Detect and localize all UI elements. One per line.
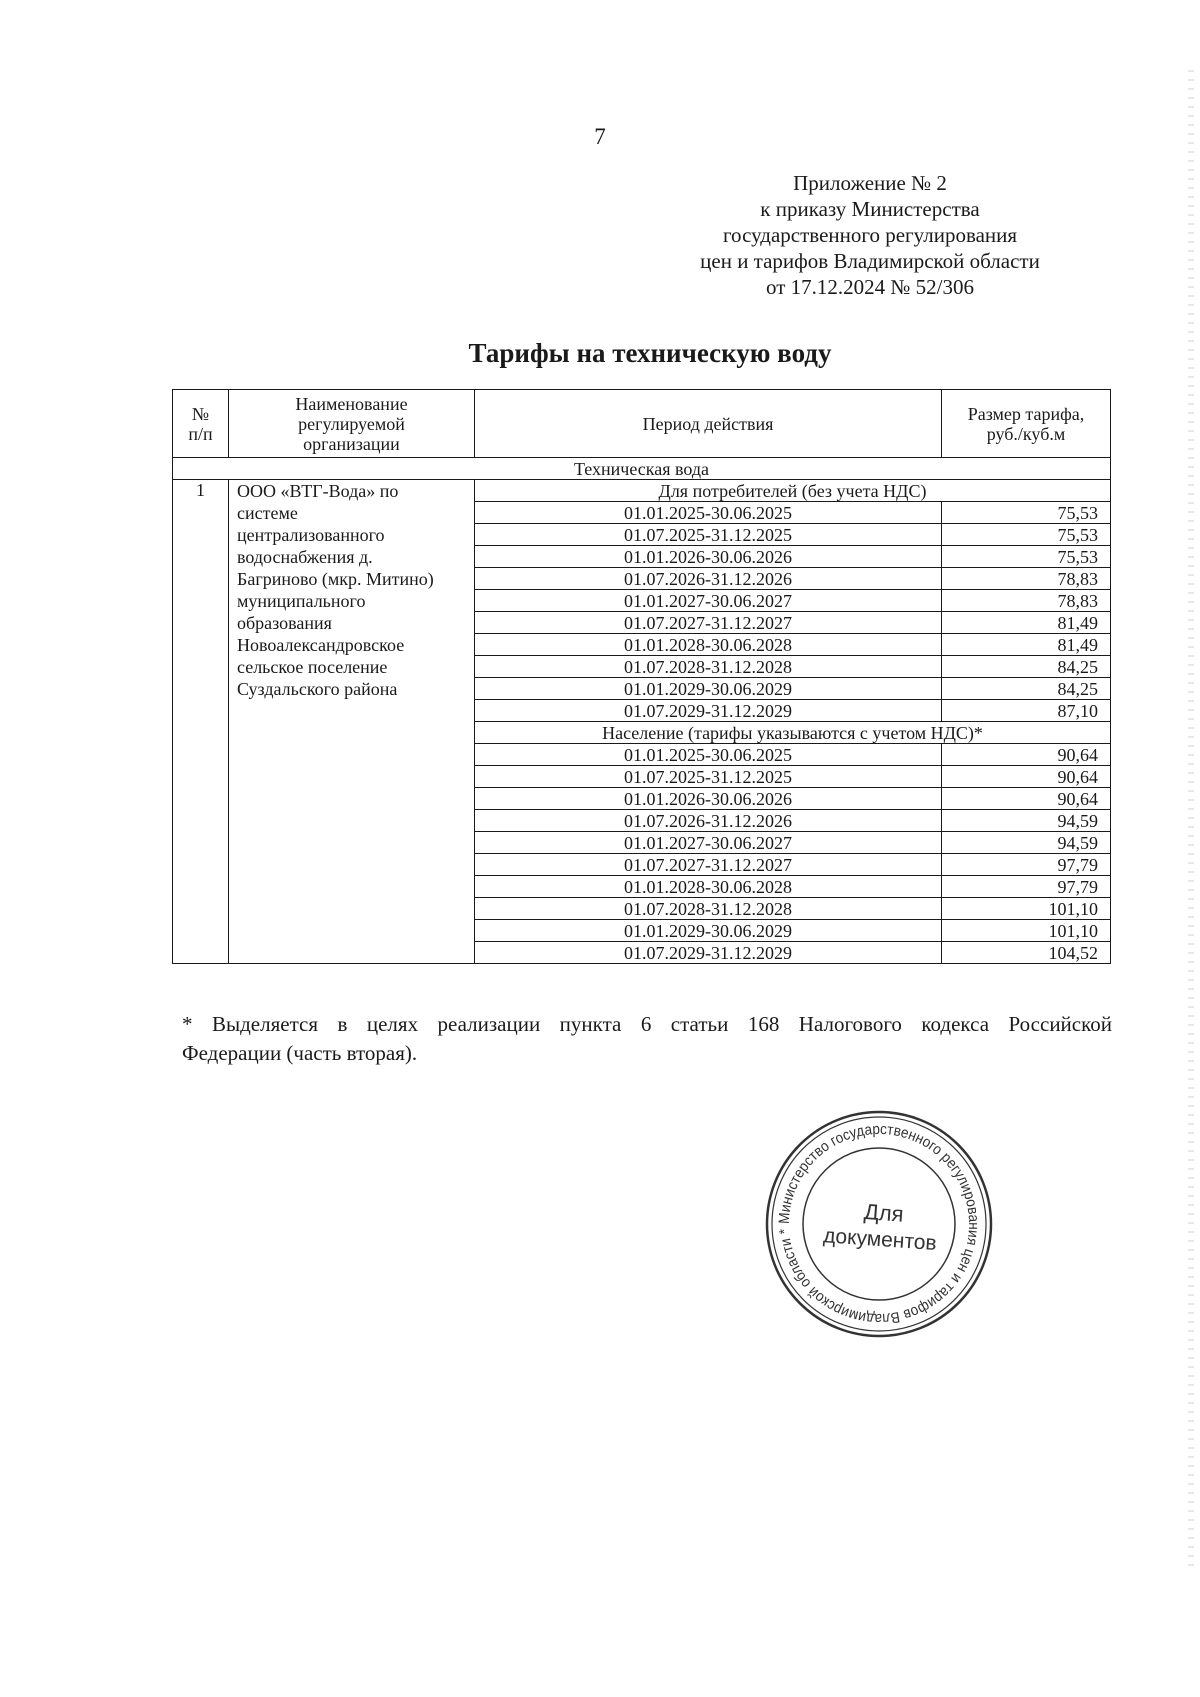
- period-cell: 01.07.2026-31.12.2026: [475, 810, 942, 832]
- footnote-line: * Выделяется в целях реализации пункта 6 статьи 168 Налогового кодекса Российской: [182, 1012, 1112, 1036]
- tariff-cell: 81,49: [942, 634, 1111, 656]
- footnote: [182, 1010, 1112, 1068]
- stamp-center-line: документов: [822, 1224, 938, 1256]
- section-title: Техническая вода: [173, 458, 1111, 480]
- header-number: [173, 390, 229, 458]
- period-cell: 01.07.2029-31.12.2029: [475, 942, 942, 964]
- header-text: руб./куб.м: [986, 423, 1066, 444]
- period-cell: 01.01.2029-30.06.2029: [475, 678, 942, 700]
- page-number: 7: [594, 124, 606, 149]
- tariff-table: [172, 389, 1111, 964]
- period-cell: 01.07.2027-31.12.2027: [475, 612, 942, 634]
- organization-line: образования: [237, 613, 332, 633]
- organization-line: Новоалександровское: [237, 635, 405, 655]
- appendix-line: государственного регулирования: [722, 223, 1018, 247]
- period-cell: 01.07.2028-31.12.2028: [475, 656, 942, 678]
- document-title: Тарифы на техническую воду: [468, 338, 832, 368]
- table-header-row: [173, 390, 1111, 458]
- tariff-cell: 101,10: [942, 898, 1111, 920]
- group-row: [173, 480, 1111, 502]
- organization-line: водоснабжения д.: [237, 547, 373, 567]
- tariff-cell: 94,59: [942, 810, 1111, 832]
- period-cell: 01.07.2029-31.12.2029: [475, 700, 942, 722]
- header-text: Размер тарифа,: [967, 403, 1085, 424]
- organization-name: [229, 480, 475, 964]
- group-title: Для потребителей (без учета НДС): [475, 480, 1111, 502]
- tariff-table-body: [173, 390, 1111, 964]
- period-cell: 01.07.2025-31.12.2025: [475, 524, 942, 546]
- tariff-cell: 75,53: [942, 524, 1111, 546]
- appendix-line: Приложение № 2: [793, 171, 947, 195]
- header-text: п/п: [188, 423, 213, 444]
- appendix-line: цен и тарифов Владимирской области: [700, 249, 1040, 273]
- footnote-line: Федерации (часть вторая).: [182, 1041, 418, 1065]
- header-text: №: [191, 403, 210, 424]
- period-cell: 01.01.2027-30.06.2027: [475, 590, 942, 612]
- tariff-cell: 78,83: [942, 568, 1111, 590]
- organization-line: Суздальского района: [237, 679, 398, 699]
- section-row: [173, 458, 1111, 480]
- tariff-cell: 94,59: [942, 832, 1111, 854]
- tariff-cell: 75,53: [942, 502, 1111, 524]
- organization-line: сельское поселение: [237, 657, 388, 677]
- tariff-cell: 87,10: [942, 700, 1111, 722]
- header-period: Период действия: [475, 390, 942, 458]
- tariff-cell: 90,64: [942, 788, 1111, 810]
- scan-edge-noise: [1188, 70, 1194, 1570]
- period-cell: 01.01.2026-30.06.2026: [475, 546, 942, 568]
- tariff-cell: 101,10: [942, 920, 1111, 942]
- appendix-line: к приказу Министерства: [760, 197, 980, 221]
- tariff-cell: 97,79: [942, 876, 1111, 898]
- official-stamp: [763, 1108, 995, 1340]
- period-cell: 01.01.2025-30.06.2025: [475, 502, 942, 524]
- tariff-cell: 97,79: [942, 854, 1111, 876]
- appendix-line: от 17.12.2024 № 52/306: [765, 275, 975, 299]
- group-title: Население (тарифы указываются с учетом НДС)*: [475, 722, 1111, 744]
- header-text: регулируемой: [298, 413, 405, 434]
- organization-line: системе: [237, 503, 298, 523]
- period-cell: 01.01.2025-30.06.2025: [475, 744, 942, 766]
- period-cell: 01.07.2026-31.12.2026: [475, 568, 942, 590]
- appendix-reference: [660, 170, 1080, 300]
- period-cell: 01.07.2025-31.12.2025: [475, 766, 942, 788]
- period-cell: 01.01.2026-30.06.2026: [475, 788, 942, 810]
- stamp-center-line: Для: [863, 1198, 905, 1227]
- organization-line: муниципального: [237, 591, 366, 611]
- period-cell: 01.01.2029-30.06.2029: [475, 920, 942, 942]
- tariff-cell: 104,52: [942, 942, 1111, 964]
- organization-line: централизованного: [237, 525, 385, 545]
- stamp-ring-text-path: Министерство государственного регулирования цен и тарифов Владимирской области *: [775, 1120, 983, 1328]
- tariff-cell: 84,25: [942, 656, 1111, 678]
- organization-line: ООО «ВТГ-Вода» по: [237, 481, 399, 501]
- organization-line: Багриново (мкр. Митино): [237, 569, 434, 589]
- row-number: 1: [173, 480, 229, 964]
- tariff-cell: 75,53: [942, 546, 1111, 568]
- tariff-cell: 81,49: [942, 612, 1111, 634]
- header-tariff: [942, 390, 1111, 458]
- period-cell: 01.01.2028-30.06.2028: [475, 876, 942, 898]
- header-text: Наименование: [295, 393, 408, 414]
- tariff-cell: 78,83: [942, 590, 1111, 612]
- period-cell: 01.01.2027-30.06.2027: [475, 832, 942, 854]
- tariff-cell: 84,25: [942, 678, 1111, 700]
- tariff-cell: 90,64: [942, 766, 1111, 788]
- period-cell: 01.07.2027-31.12.2027: [475, 854, 942, 876]
- period-cell: 01.01.2028-30.06.2028: [475, 634, 942, 656]
- header-organization: [229, 390, 475, 458]
- period-cell: 01.07.2028-31.12.2028: [475, 898, 942, 920]
- tariff-cell: 90,64: [942, 744, 1111, 766]
- header-text: организации: [303, 433, 400, 454]
